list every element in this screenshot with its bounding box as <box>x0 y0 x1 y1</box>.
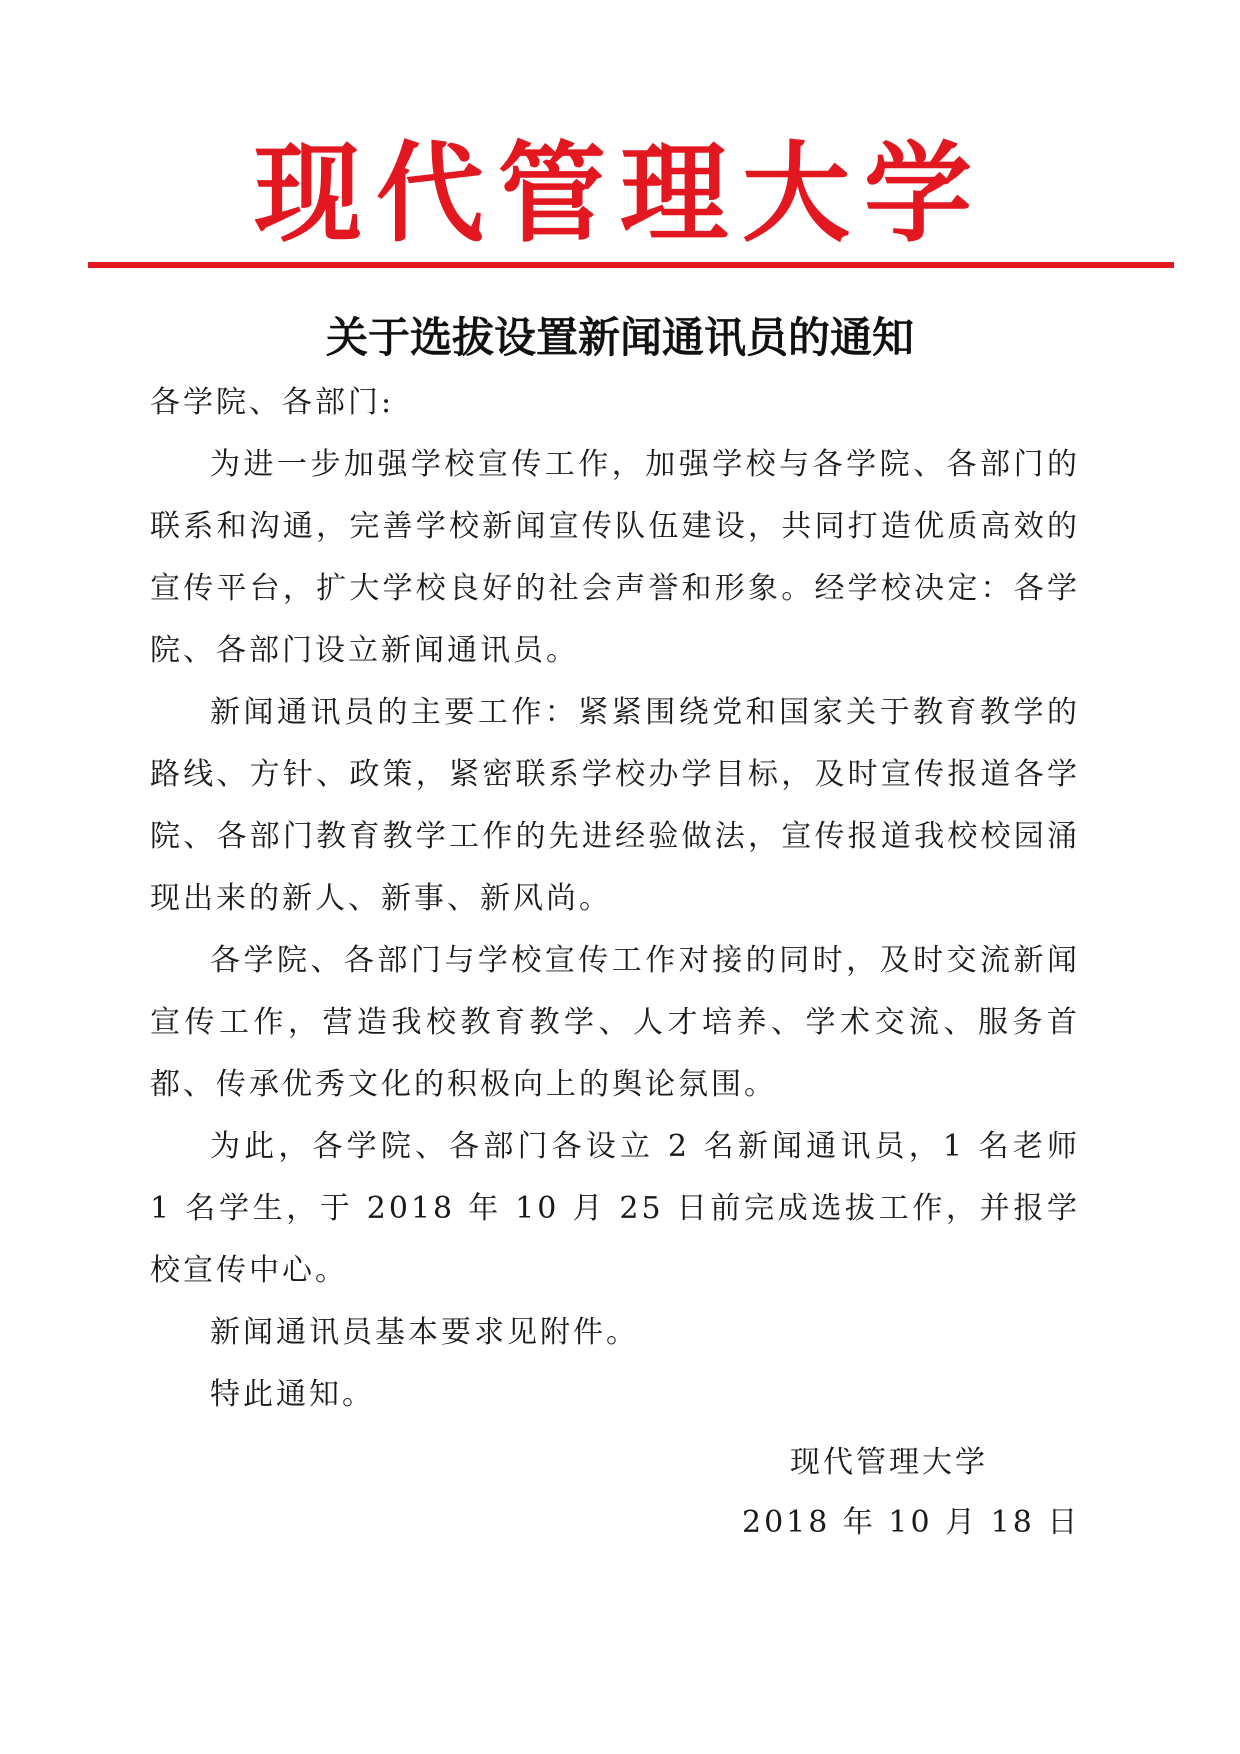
body-paragraph: 为此，各学院、各部门各设立 2 名新闻通讯员，1 名老师 1 名学生，于 2018 年 10 月 25 日前完成选拔工作，并报学校宣传中心。 <box>150 1129 1080 1288</box>
body-paragraph: 新闻通讯员基本要求见附件。 <box>210 1315 639 1350</box>
body-paragraph: 各学院、各部门与学校宣传工作对接的同时，及时交流新闻宣传工作，营造我校教育教学、人才培养、学术交流、服务首都、传承优秀文化的积极向上的舆论氛围。 <box>150 943 1080 1102</box>
letterhead-red-rule <box>88 262 1174 268</box>
body-paragraph: 新闻通讯员的主要工作：紧紧围绕党和国家关于教育教学的路线、方针、政策，紧密联系学校办学目标，及时宣传报道各学院、各部门教育教学工作的先进经验做法，宣传报道我校校园涌现出来的新人、新事、新风尚。 <box>150 695 1080 916</box>
salutation: 各学院、各部门: <box>150 385 395 420</box>
document-body <box>150 372 1080 1426</box>
body-paragraph: 为进一步加强学校宣传工作，加强学校与各学院、各部门的联系和沟通，完善学校新闻宣传队伍建设，共同打造优质高效的宣传平台，扩大学校良好的社会声誉和形象。经学校决定：各学院、各部门设立新闻通讯员。 <box>150 447 1080 668</box>
document-title: 关于选拔设置新闻通讯员的通知 <box>325 313 914 362</box>
letterhead-organization: 现代管理大学 <box>253 132 986 257</box>
signature-date: 2018 年 10 月 18 日 <box>742 1505 1081 1540</box>
body-paragraph: 特此通知。 <box>210 1377 375 1412</box>
signature-organization: 现代管理大学 <box>790 1445 988 1480</box>
